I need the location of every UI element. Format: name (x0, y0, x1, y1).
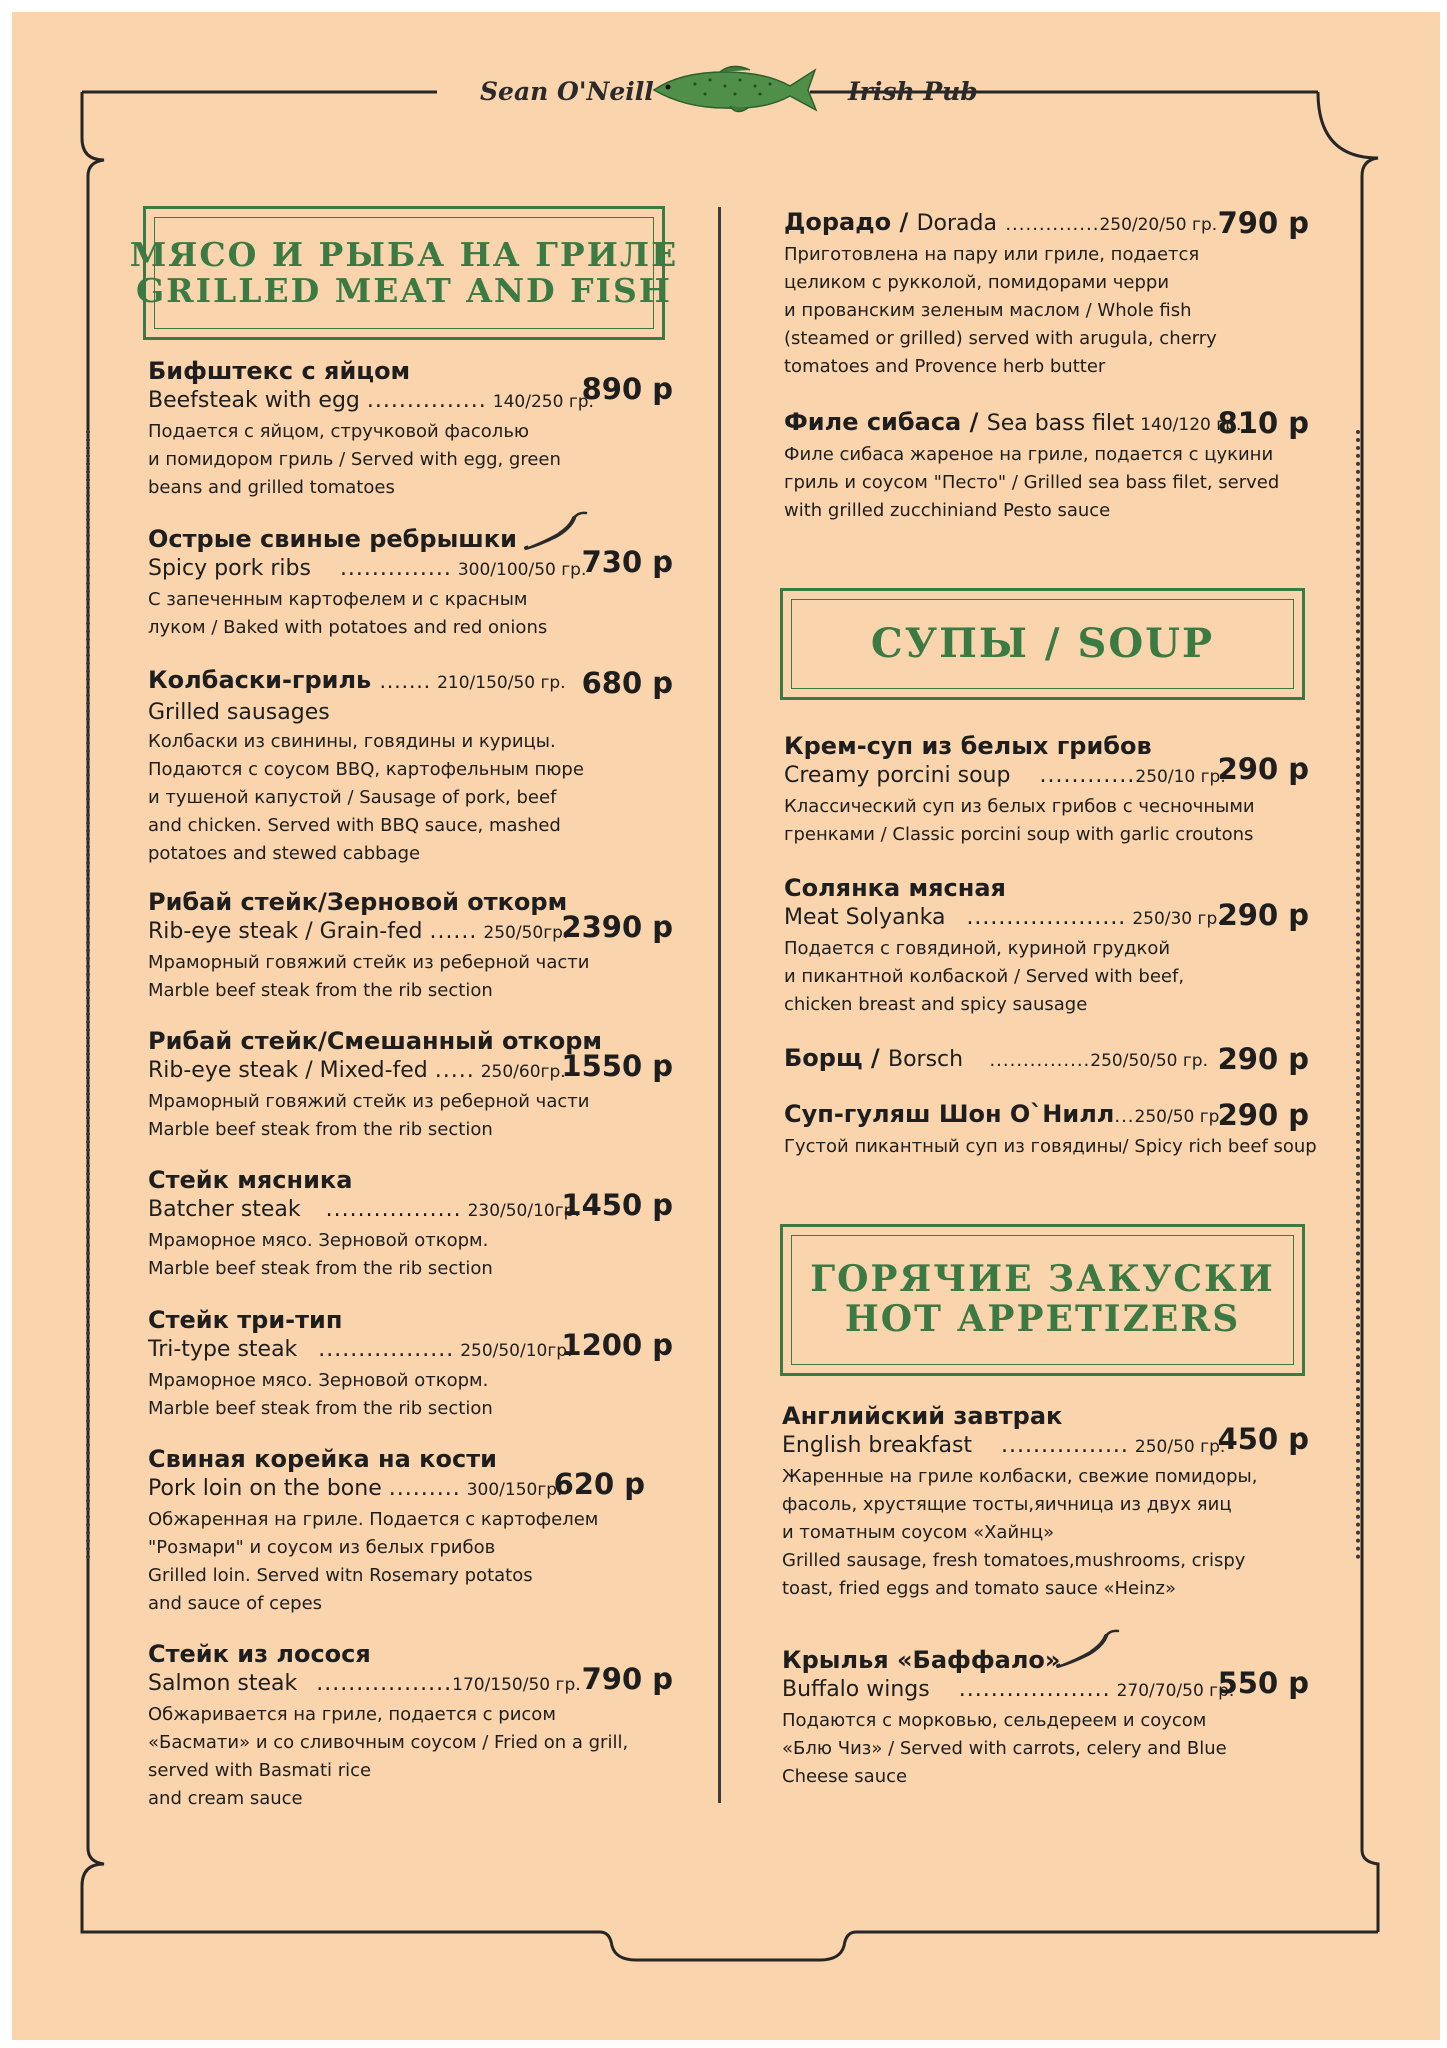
item-description: Обжаривается на гриле, подается с рисом «Басмати» и со сливочным соусом / Fried on a grill, served with Basmati rice and cream sauce (148, 1704, 629, 1809)
leader-dots: ................. (316, 1671, 453, 1696)
item-name-en: Sea bass filet (986, 411, 1135, 436)
item-name-ru: Английский завтрак (782, 1402, 1063, 1430)
item-weight: 210/150/50 гр. (437, 673, 566, 693)
section-header-hot-appetizers (780, 1224, 1305, 1376)
item-price: 1550 р (561, 1049, 673, 1083)
item-price: 680 р (581, 666, 673, 700)
menu-item-salmon-steak (148, 1640, 673, 1813)
item-name-ru: Колбаски-гриль (148, 666, 372, 694)
leader-dots: ................ (1001, 1433, 1129, 1458)
item-weight: 140/120 гр. (1140, 415, 1242, 435)
menu-item-porcini-soup (784, 732, 1309, 849)
menu-item-beefsteak (148, 357, 673, 502)
section-title: СУПЫ / SOUP (870, 620, 1215, 667)
trout-fish-icon (650, 60, 820, 120)
leader-dots: ............... (366, 388, 487, 413)
menu-item-goulash-soup (784, 1098, 1317, 1161)
item-description: Подается с яйцом, стручковой фасолью и помидором гриль / Served with egg, green beans and grilled tomatoes (148, 421, 561, 498)
item-description: Мраморное мясо. Зерновой откорм. Marble beef steak from the rib section (148, 1230, 493, 1279)
item-name-en: Borsch (887, 1047, 964, 1072)
leader-dots: .................... (966, 905, 1127, 930)
leader-dots: .............. (1005, 214, 1100, 235)
item-price: 1200 р (561, 1328, 673, 1362)
leader-dots: ....... (379, 669, 432, 693)
leader-dots: ... (1114, 1106, 1135, 1127)
item-price: 730 р (581, 545, 673, 579)
menu-item-borsch (784, 1044, 1309, 1076)
item-price: 290 р (1217, 752, 1309, 786)
item-name-ru: Рибай стейк/Зерновой откорм (148, 888, 568, 916)
leader-dots: ................... (958, 1677, 1111, 1702)
item-weight: 250/10 гр. (1135, 767, 1226, 787)
item-name-ru: Рибай стейк/Смешанный откорм (148, 1027, 603, 1055)
item-description: Филе сибаса жареное на гриле, подается с цукини гриль и соусом "Песто" / Grilled sea bass filet, served with grilled zucchiniand Pesto sauce (784, 444, 1280, 521)
item-weight: 270/70/50 гр. (1116, 1681, 1235, 1701)
leader-dots: .............. (339, 556, 452, 581)
section-header-grill (129, 206, 679, 340)
item-description: Обжаренная на гриле. Подается с картофелем "Розмари" и соусом из белых грибов Grilled loin. Served witn Rosemary potatos and sauce of cepes (148, 1509, 599, 1614)
leader-dots: ................. (325, 1197, 462, 1222)
item-weight: 250/30 гр. (1132, 909, 1223, 929)
item-name-en: Creamy porcini soup (784, 763, 1011, 788)
item-weight: 170/150/50 гр. (452, 1675, 581, 1695)
item-name-en: Rib-eye steak / Grain-fed (148, 919, 423, 944)
column-divider (718, 207, 721, 1803)
brand-name-left: Sean O'Neill (480, 77, 654, 106)
item-name-ru: Суп-гуляш Шон О`Нилл (784, 1100, 1115, 1128)
item-weight: 230/50/10гр. (467, 1201, 580, 1221)
leader-dots: ..... (434, 1058, 475, 1083)
item-name-en: Meat Solyanka (784, 905, 946, 930)
menu-item-english-breakfast (782, 1402, 1309, 1603)
item-description: Подаются с морковью, сельдереем и соусом «Блю Чиз» / Served with carrots, celery and Blue Cheese sauce (782, 1710, 1227, 1787)
menu-item-grilled-sausages (148, 666, 673, 868)
leader-dots: ................. (318, 1337, 455, 1362)
item-name-ru: Острые свиные ребрышки (148, 525, 517, 553)
item-name-en: Beefsteak with egg (148, 388, 360, 413)
menu-item-tri-tip-steak (148, 1306, 673, 1423)
item-name-en: Pork loin on the bone (148, 1476, 382, 1501)
leader-dots: ...... (429, 919, 478, 944)
item-description: Мраморное мясо. Зерновой откорм. Marble beef steak from the rib section (148, 1370, 493, 1419)
menu-item-dorado (784, 208, 1309, 381)
item-name-ru: Свиная корейка на кости (148, 1445, 497, 1473)
left-dotted-rule (86, 430, 90, 1560)
item-description: Мраморный говяжий стейк из реберной части Marble beef steak from the rib section (148, 952, 590, 1001)
menu-item-pork-loin (148, 1445, 673, 1618)
item-weight: 250/60гр. (480, 1062, 566, 1082)
item-name-en: Buffalo wings (782, 1677, 930, 1702)
item-price: 290 р (1217, 898, 1309, 932)
item-price: 290 р (1217, 1098, 1309, 1132)
brand-name-right: Irish Pub (848, 77, 978, 106)
item-name-en: English breakfast (782, 1433, 973, 1458)
item-name-en: Batcher steak (148, 1197, 301, 1222)
item-description: Жаренные на гриле колбаски, свежие помидоры, фасоль, хрустящие тосты,яичница из двух яиц и томатным соусом «Хайнц» Grilled sausage, fresh tomatoes,mushrooms, crispy toast, fried eggs and tomato sauce «Heinz» (782, 1466, 1258, 1599)
item-price: 450 р (1217, 1422, 1309, 1456)
item-name-ru: Дорадо / (784, 208, 909, 236)
item-name-ru: Крылья «Баффало» (782, 1646, 1061, 1674)
item-description: С запеченным картофелем и с красным луком / Baked with potatoes and red onions (148, 589, 548, 638)
item-weight: 250/50гр. (483, 923, 569, 943)
item-name-en: Grilled sausages (148, 700, 330, 725)
item-name-ru: Крем-суп из белых грибов (784, 732, 1152, 760)
menu-item-spicy-ribs (148, 525, 673, 642)
item-weight: 300/100/50 гр. (457, 560, 587, 580)
item-price: 620 р (553, 1467, 645, 1501)
menu-item-solyanka (784, 874, 1309, 1019)
menu-item-butcher-steak (148, 1166, 673, 1283)
leader-dots: ............... (989, 1050, 1091, 1071)
item-weight: 250/50 гр. (1134, 1107, 1225, 1127)
item-price: 890 р (581, 372, 673, 406)
item-weight: 250/50/10гр. (460, 1341, 573, 1361)
item-price: 790 р (1217, 206, 1309, 240)
menu-item-buffalo-wings (782, 1646, 1309, 1791)
item-weight: 250/50/50 гр. (1090, 1051, 1208, 1071)
item-name-ru: Филе сибаса / (784, 408, 979, 436)
section-title-ru: МЯСО И РЫБА НА ГРИЛЕ (129, 234, 679, 274)
right-dotted-rule (1356, 430, 1360, 1560)
item-price: 2390 р (561, 910, 673, 944)
item-weight: 300/150гр. (466, 1480, 563, 1500)
item-name-ru: Стейк три-тип (148, 1306, 343, 1334)
item-description: Подается с говядиной, куриной грудкой и пикантной колбаской / Served with beef, chicken breast and spicy sausage (784, 938, 1185, 1015)
item-price: 1450 р (561, 1188, 673, 1222)
section-title-en: GRILLED MEAT AND FISH (136, 271, 672, 310)
item-name-en: Dorada (916, 211, 997, 236)
section-title-en: HOT APPETIZERS (844, 1298, 1241, 1340)
item-name-ru: Стейк мясника (148, 1166, 353, 1194)
section-header-soup (780, 588, 1305, 700)
item-description: Классический суп из белых грибов с чесночными гренками / Classic porcini soup with garlic croutons (784, 796, 1255, 845)
chili-pepper-icon (520, 510, 590, 552)
item-price: 790 р (581, 1662, 673, 1696)
menu-item-sea-bass (784, 408, 1309, 525)
leader-dots: ............ (1039, 763, 1136, 788)
item-price: 810 р (1217, 406, 1309, 440)
item-name-ru: Стейк из лосося (148, 1640, 371, 1668)
item-name-ru: Солянка мясная (784, 874, 1006, 902)
leader-dots: ......... (388, 1476, 461, 1501)
menu-item-ribeye-grain-fed (148, 888, 673, 1005)
item-name-ru: Борщ / (784, 1044, 880, 1072)
item-description: Густой пикантный суп из говядины/ Spicy rich beef soup (784, 1136, 1317, 1157)
item-description: Приготовлена на пару или гриле, подается целиком с рукколой, помидорами черри и прованским зеленым маслом / Whole fish (steamed or grilled) served with arugula, cherry tomatoes and Provence herb butter (784, 244, 1217, 377)
chili-pepper-icon (1052, 1628, 1122, 1670)
item-description: Колбаски из свинины, говядины и курицы. Подаются с соусом BBQ, картофельным пюре и тушеной капустой / Sausage of pork, beef and chicken. Served with BBQ sauce, mashed potatoes and stewed cabbage (148, 731, 584, 864)
item-price: 550 р (1217, 1666, 1309, 1700)
item-name-ru: Бифштекс с яйцом (148, 357, 411, 385)
item-weight: 140/250 гр. (492, 392, 594, 412)
item-weight: 250/50 гр. (1134, 1437, 1226, 1457)
item-name-en: Salmon steak (148, 1671, 298, 1696)
item-name-en: Tri-type steak (148, 1337, 298, 1362)
item-name-en: Spicy pork ribs (148, 556, 311, 581)
item-price: 290 р (1217, 1042, 1309, 1076)
item-name-en: Rib-eye steak / Mixed-fed (148, 1058, 428, 1083)
section-title-ru: ГОРЯЧИЕ ЗАКУСКИ (810, 1258, 1275, 1301)
item-description: Мраморный говяжий стейк из реберной части Marble beef steak from the rib section (148, 1091, 590, 1140)
menu-item-ribeye-mixed-fed (148, 1027, 673, 1144)
item-weight: 250/20/50 гр. (1099, 215, 1218, 235)
